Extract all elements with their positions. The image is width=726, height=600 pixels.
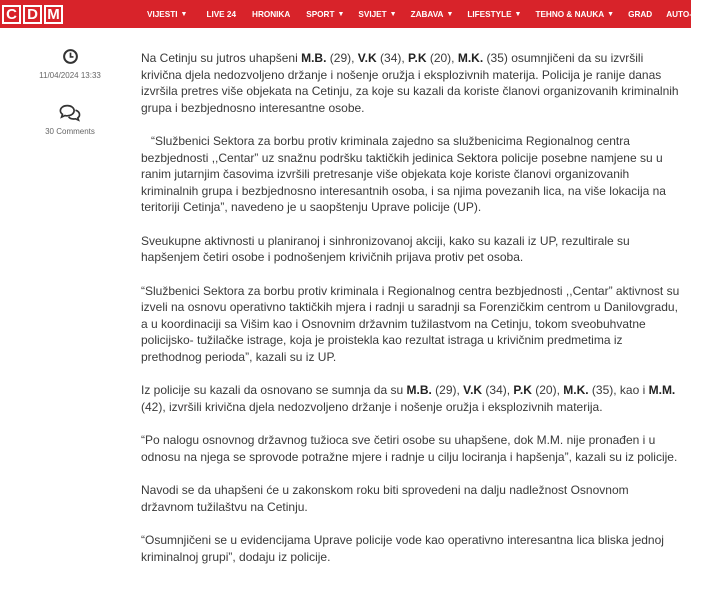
article-paragraph-6: “Po nalogu osnovnog državnog tužioca sve četiri osobe su uhapšene, dok M.M. nije pronađen i u odnosu na njega se sprovode potražne mjere i radnje u cilju lociranja i hapšenja”, kazali su iz policije.: [141, 433, 678, 464]
top-navigation-bar: [0, 0, 726, 28]
text-span: (29),: [431, 383, 464, 397]
logo-letter-d: D: [23, 5, 42, 24]
article-meta: [0, 48, 140, 136]
suspect-initials: M.K.: [457, 51, 484, 65]
logo-letter-c: C: [2, 5, 21, 24]
main-menu: [140, 0, 726, 28]
nav-label-vijesti: VIJESTI: [147, 9, 178, 19]
nav-item-zabava[interactable]: [411, 0, 454, 28]
nav-item-auto-moto[interactable]: [666, 0, 726, 28]
text-span: (20),: [426, 51, 458, 65]
nav-item-grad[interactable]: [628, 0, 652, 28]
article-paragraph-5: [141, 382, 681, 415]
nav-label-auto-moto: AUTO-MOTO: [666, 9, 717, 19]
article-paragraph-7: Navodi se da uhapšeni će u zakonskom roku biti sprovedeni na dalju nadležnost Osnovnom državnom tužilaštvu na Cetinju.: [141, 483, 629, 514]
nav-label-sport: SPORT: [306, 9, 335, 19]
suspect-initials: M.K.: [563, 383, 589, 397]
nav-item-sport[interactable]: [306, 0, 344, 28]
caret-down-icon: ▼: [607, 10, 615, 18]
caret-down-icon: ▼: [180, 10, 188, 18]
suspect-initials: M.M.: [648, 383, 676, 397]
logo-letter-m: M: [44, 5, 63, 24]
suspect-initials: V.K: [357, 51, 377, 65]
clock-icon: [62, 48, 79, 65]
article-paragraph-1: [141, 50, 681, 116]
nav-label-svijet: SVIJET: [358, 9, 387, 19]
caret-down-icon: ▼: [389, 10, 397, 18]
publish-date: 11/04/2024 13:33: [39, 71, 101, 80]
caret-down-icon: ▼: [337, 10, 345, 18]
comments-count-link[interactable]: 30 Comments: [45, 127, 95, 136]
text-span: (20),: [531, 383, 564, 397]
nav-item-tehno-nauka[interactable]: [535, 0, 614, 28]
text-span: (29),: [326, 51, 358, 65]
suspect-initials: P.K: [408, 51, 427, 65]
text-span: (42), izvršili krivična djela nedozvoljeno držanje i nošenje oružja i eksplozivnih materija.: [141, 399, 603, 414]
suspect-initials: P.K: [513, 383, 532, 397]
text-span: Iz policije su kazali da osnovano se sumnja da su: [141, 383, 407, 397]
nav-label-lifestyle: LIFESTYLE: [467, 9, 512, 19]
text-span: (34),: [376, 51, 409, 65]
suspect-initials: M.B.: [406, 383, 432, 397]
nav-item-svijet[interactable]: [358, 0, 396, 28]
nav-item-live-24[interactable]: [206, 0, 236, 28]
caret-down-icon: ▼: [446, 10, 454, 18]
nav-label-live-24: LIVE 24: [206, 9, 237, 19]
cdm-logo[interactable]: [2, 0, 65, 28]
comments-icon[interactable]: [59, 104, 81, 121]
article-paragraph-4: “Službenici Sektora za borbu protiv kriminala i Regionalnog centra bezbjednosti ,,Centar” aktivnost su izveli na osnovu operativno taktičkih mjera i radnji u saradnji sa Forenzičkim centrom u Danilovgradu, a u koordinaciji sa Višim kao i Osnovnim državnim tužilastvom na Cetinju, tokom sveobuhvatne policijsko- tužilačke istrage, koja je proistekla kao rezultat istraga u krivičnim predmetima iz prethodnog perioda”, kazali su iz UP.: [141, 283, 680, 364]
nav-label-grad: GRAD: [628, 9, 653, 19]
nav-label-tehno-nauka: TEHNO & NAUKA: [535, 9, 605, 19]
article-paragraph-8: “Osumnjičeni se u evidencijama Uprave policije vode kao operativno interesantna lica bliska jednoj kriminalnoj grupi”, dodaju iz policije.: [141, 533, 664, 564]
text-span: (34),: [482, 383, 514, 397]
suspect-initials: V.K: [463, 383, 483, 397]
nav-item-vijesti[interactable]: [147, 0, 187, 28]
nav-item-hronika[interactable]: [252, 0, 290, 28]
text-span: Na Cetinju su jutros uhapšeni: [141, 51, 302, 65]
nav-item-lifestyle[interactable]: [467, 0, 521, 28]
nav-label-zabava: ZABAVA: [410, 9, 444, 19]
caret-down-icon: ▼: [719, 10, 726, 18]
article-paragraph-3: Sveukupne aktivnosti u planiranoj i sinhronizovanoj akciji, kako su kazali iz UP, rezultirale su hapšenjem četiri osobe i podnošenjem krivičnih prijava protiv pet osoba.: [141, 233, 630, 264]
text-span: (35) osumnjičeni da su izvršili krivična djela nedozvoljeno držanje i nošenje oružja i eksplozivnih materija. Policija je ranije danas izvršila pretres više objekata na Cetinju, za koje su kazali da koriste članovi organizovanih kriminalnih grupa i bezbjednosno interesantne osobe.: [141, 51, 679, 115]
article-paragraph-2: “Službenici Sektora za borbu protiv kriminala zajedno sa službenicima Regionalnog centra bezbjednosti ,,Centar” uz snažnu podršku taktičkih jedinica Sektora policije posebne namjene su u ranim jutarnjim časovima izvršili pretresanje više objekata koje koriste članovi organizovanih kriminalnih grupa i bezbjednosno interesantnih osoba, i sa njima povezanih lica, na više lokacija na teritoriji Cetinja”, navedeno je u saopštenju Uprave policije (UP).: [141, 134, 666, 214]
caret-down-icon: ▼: [514, 10, 522, 18]
text-span: (35), kao i: [588, 383, 649, 397]
nav-label-hronika: HRONIKA: [252, 9, 291, 19]
article-body: [141, 50, 681, 582]
suspect-initials: M.B.: [301, 51, 327, 65]
